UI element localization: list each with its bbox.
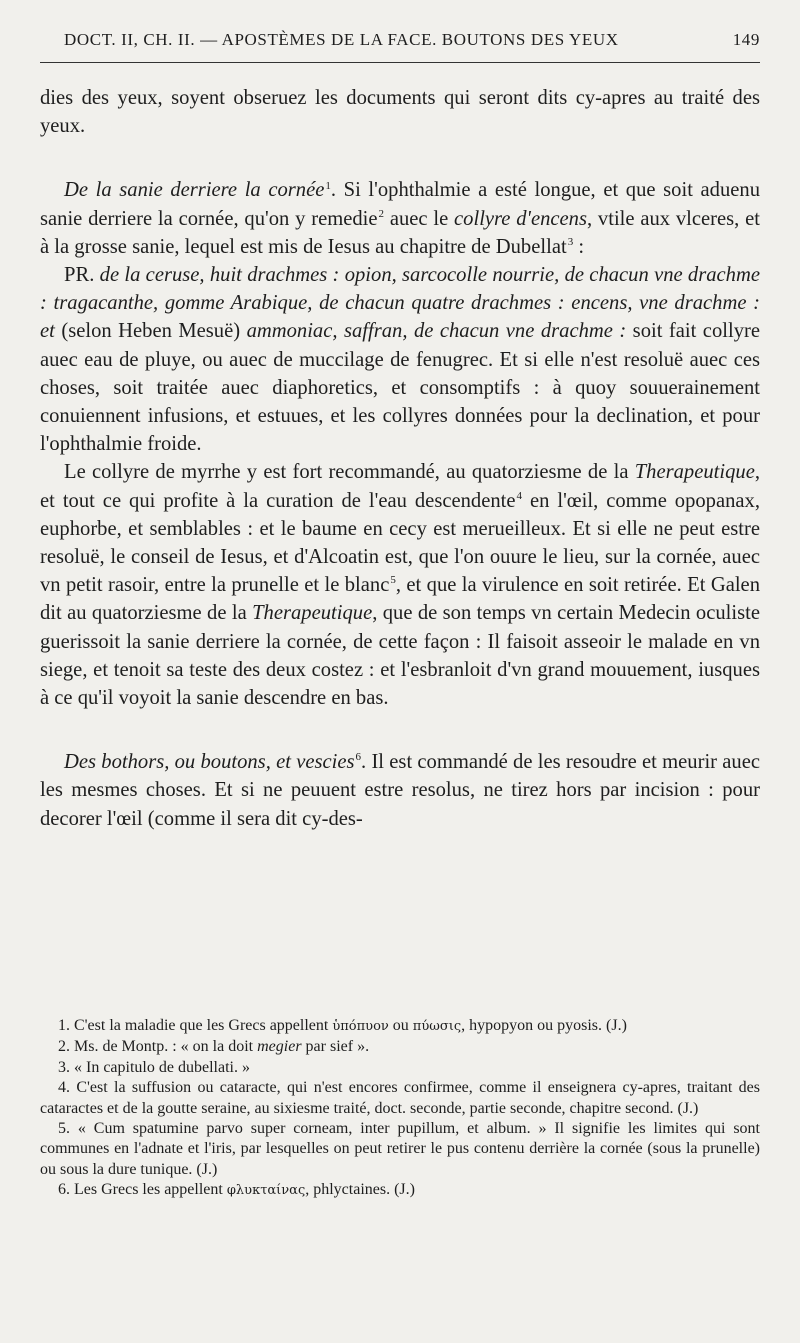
paragraph-text: soit fait collyre auec eau de pluye, ou auec de muccilage de fenugrec. Et si elle n'est resoluë auec ces choses, soit traitée auec diaphoretics, et consomptifs : à quoy souuerainement conuiennent infusions, et estuues, et les collyres données pour la declination, et pour l'ophthalmie froide. — [40, 320, 760, 456]
paragraph-text: (selon Heben Mesuë) — [54, 320, 247, 343]
footnote-text: , hypopyon ou pyosis. (J.) — [461, 1017, 627, 1034]
work-title: Therapeutique — [252, 602, 373, 625]
running-head — [40, 30, 760, 50]
paragraph-text: auec le — [384, 207, 455, 230]
book-page — [40, 0, 760, 1343]
paragraph-text: , que de son temps vn certain Medecin oculiste guerissoit la sanie derriere la cornée, de cette façon : Il faisoit asseoir le malade en vn siege, et tenoit sa teste des deux costez : et l'esbranloit d'vn grand mouuement, iusques à ce qu'il voyoit la sanie descendre en bas. — [40, 602, 760, 710]
paragraph-text: . Si l'ophthalmie a esté longue, et que soit aduenu sanie derriere la cornée, qu'on y remedie — [40, 179, 760, 230]
footnote-ref-6: 6 — [355, 751, 362, 764]
greek-word: ὑπόπυον — [332, 1019, 389, 1034]
footnote-3: 3. « In capitulo de dubellati. » — [58, 1058, 250, 1076]
footnote-2 — [40, 1037, 760, 1057]
footnote-text: 1. C'est la maladie que les Grecs appellent — [58, 1017, 333, 1034]
greek-word: φλυκταίνας — [226, 1183, 306, 1199]
section-heading-bothors: Des bothors, ou boutons, et vescies — [64, 751, 355, 774]
footnote-ref-4: 4 — [516, 489, 523, 502]
paragraph-text: , et que la virulence en soit retirée. Et Galen dit au quatorziesme de la — [40, 574, 760, 625]
footnote-ref-1: 1 — [325, 179, 331, 192]
footnote-4: 4. C'est la suffusion ou cataracte, qui n'est encores confirmee, comme il enseignera cy-apres, traitant des cataractes et de la goutte seraine, au sixiesme traité, doct. seconde, partie seconde, chapitre second. (J.) — [40, 1079, 760, 1117]
recipe-marker: PR. — [64, 264, 100, 287]
running-title: DOCT. II, CH. II. — APOSTÈMES DE LA FACE. BOUTONS DES YEUX — [64, 30, 619, 49]
recipe-ingredients: de la ceruse, huit drachmes : opion, sarcocolle nourrie, de chacun vne drachme : tragacanthe, gomme Arabique, de chacun quatre drachmes : encens, vne drachme : et — [40, 264, 760, 343]
paragraph-myrrhe — [40, 458, 760, 712]
footnote-text: par sief ». — [301, 1038, 370, 1056]
paragraph-text: dies des yeux, soyent obseruez les documents qui seront dits cy-apres au traité des yeux. — [40, 87, 760, 138]
footnote-text: 6. Les Grecs les appellent — [58, 1181, 227, 1199]
paragraph-text: , vtile aux vlceres, et à la grosse sanie, lequel est mis de Iesus au chapitre de Dubellat — [40, 207, 760, 258]
footnote-italic: megier — [257, 1038, 302, 1056]
paragraph-text: Le collyre de myrrhe y est fort recommandé, au quatorziesme de la — [64, 461, 635, 484]
page-number: 149 — [732, 30, 760, 49]
footnote-5: 5. « Cum spatumine parvo super corneam, inter pupillum, et album. » Il signifie les limites qui sont communes en l'adnate et l'iris, par lesquelles on peut retirer le pus contenu derrière la cornée (sous la prunelle) ou sous la dure tunique. (J.) — [40, 1120, 760, 1178]
footnotes — [40, 1016, 760, 1202]
term-collyre: collyre d'encens — [454, 207, 587, 230]
section-heading-sanie: De la sanie derriere la cornée — [64, 179, 325, 202]
paragraph-text: en l'œil, comme opopanax, euphorbe, et semblables : et le baume en cecy est merueilleux. Et si elle ne peut estre resoluë, le conseil de Iesus, et d'Alcoatin est, que l'on ouure le lieu, sur la cornée, auec vn petit rasoir, entre la prunelle et le blanc — [40, 489, 761, 597]
footnote-ref-3: 3 — [567, 235, 574, 248]
paragraph-text: , et tout ce qui profite à la curation de l'eau descendente — [40, 461, 760, 512]
footnote-6 — [40, 1180, 760, 1201]
paragraph-text: : — [573, 235, 585, 258]
footnote-text: ou — [388, 1017, 413, 1034]
paragraph-bothors — [40, 748, 760, 833]
footnote-ref-5: 5 — [390, 574, 396, 587]
header-rule — [40, 62, 760, 63]
greek-word: πύωσις — [412, 1019, 462, 1034]
footnote-1 — [40, 1016, 760, 1037]
recipe-ingredients-2: ammoniac, saffran, de chacun vne drachme : — [246, 320, 627, 343]
paragraph-text: . Il est commandé de les resoudre et meurir auec les mesmes choses. Et si ne peuuent estre resolus, ne tirez hors par incision : pour decorer l'œil (comme il sera dit cy-des- — [40, 751, 760, 830]
paragraph-sanie — [40, 176, 760, 261]
paragraph-recipe — [40, 261, 760, 458]
footnote-text: 2. Ms. de Montp. : « on la doit — [58, 1038, 258, 1056]
body-text — [40, 84, 760, 833]
footnote-text: , phlyctaines. (J.) — [305, 1181, 415, 1199]
footnote-ref-2: 2 — [378, 207, 385, 220]
work-title: Therapeutique — [634, 461, 755, 484]
paragraph-continuation — [40, 84, 760, 140]
